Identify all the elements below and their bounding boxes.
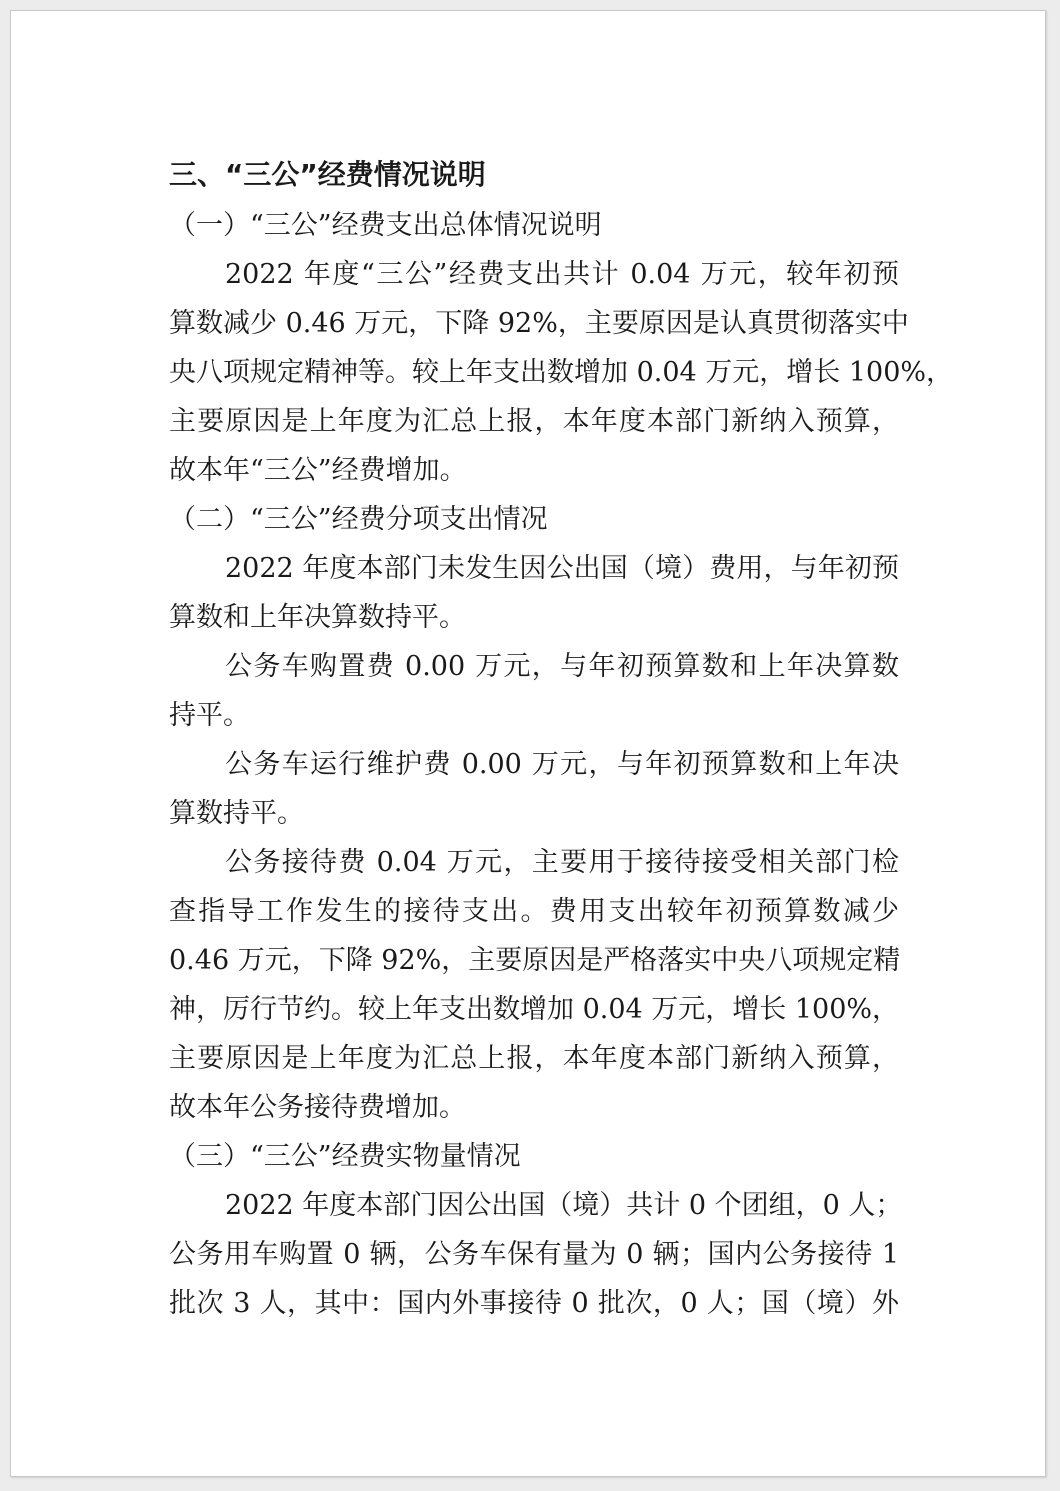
text-line: 神，厉行节约。较上年支出数增加 0.04 万元，增长 100%， <box>169 994 900 1025</box>
text-line: 故本年“三公”经费增加。 <box>169 455 467 486</box>
text-line: 主要原因是上年度为汇总上报，本年度本部门新纳入预算， <box>169 1043 899 1074</box>
text-line: 2022 年度“三公”经费支出共计 0.04 万元，较年初预 <box>225 259 899 290</box>
paragraph-vehicle-operation <box>169 740 899 838</box>
text-line: 算数减少 0.46 万元，下降 92%，主要原因是认真贯彻落实中 <box>169 308 909 339</box>
subsection-title-3: （三）“三公”经费实物量情况 <box>169 1141 521 1172</box>
text-line: 故本年公务接待费增加。 <box>169 1092 466 1123</box>
text-line: 2022 年度本部门未发生因公出国（境）费用，与年初预 <box>225 553 899 584</box>
text-line: 批次 3 人，其中：国内外事接待 0 批次，0 人；国（境）外 <box>169 1288 899 1319</box>
text-line: 公务接待费 0.04 万元，主要用于接待接受相关部门检 <box>225 847 899 878</box>
document-content <box>169 149 954 1328</box>
paragraph-vehicle-purchase <box>169 642 899 740</box>
text-line: 主要原因是上年度为汇总上报，本年度本部门新纳入预算， <box>169 406 899 437</box>
paragraph-reception <box>169 838 899 1132</box>
text-line: 公务车购置费 0.00 万元，与年初预算数和上年决算数 <box>225 651 899 682</box>
subsection-title-1: （一）“三公”经费支出总体情况说明 <box>169 210 602 241</box>
paragraph-physical-quantity <box>169 1181 903 1328</box>
subsection-title-2: （二）“三公”经费分项支出情况 <box>169 504 548 535</box>
text-line: 2022 年度本部门因公出国（境）共计 0 个团组，0 人； <box>225 1190 903 1221</box>
text-line: 算数持平。 <box>169 798 304 829</box>
text-line: 算数和上年决算数持平。 <box>169 602 466 633</box>
text-line: 央八项规定精神等。较上年支出数增加 0.04 万元，增长 100%， <box>169 357 954 388</box>
paragraph-overseas-travel <box>169 544 899 642</box>
text-line: 公务用车购置 0 辆，公务车保有量为 0 辆；国内公务接待 1 <box>169 1239 899 1270</box>
text-line: 0.46 万元，下降 92%，主要原因是严格落实中央八项规定精 <box>169 945 901 976</box>
text-line: 查指导工作发生的接待支出。费用支出较年初预算数减少 <box>169 896 899 927</box>
paragraph-overview <box>169 250 954 495</box>
text-line: 公务车运行维护费 0.00 万元，与年初预算数和上年决 <box>225 749 899 780</box>
document-page <box>10 10 1046 1477</box>
text-line: 持平。 <box>169 700 250 731</box>
section-heading: 三、“三公”经费情况说明 <box>169 158 486 191</box>
